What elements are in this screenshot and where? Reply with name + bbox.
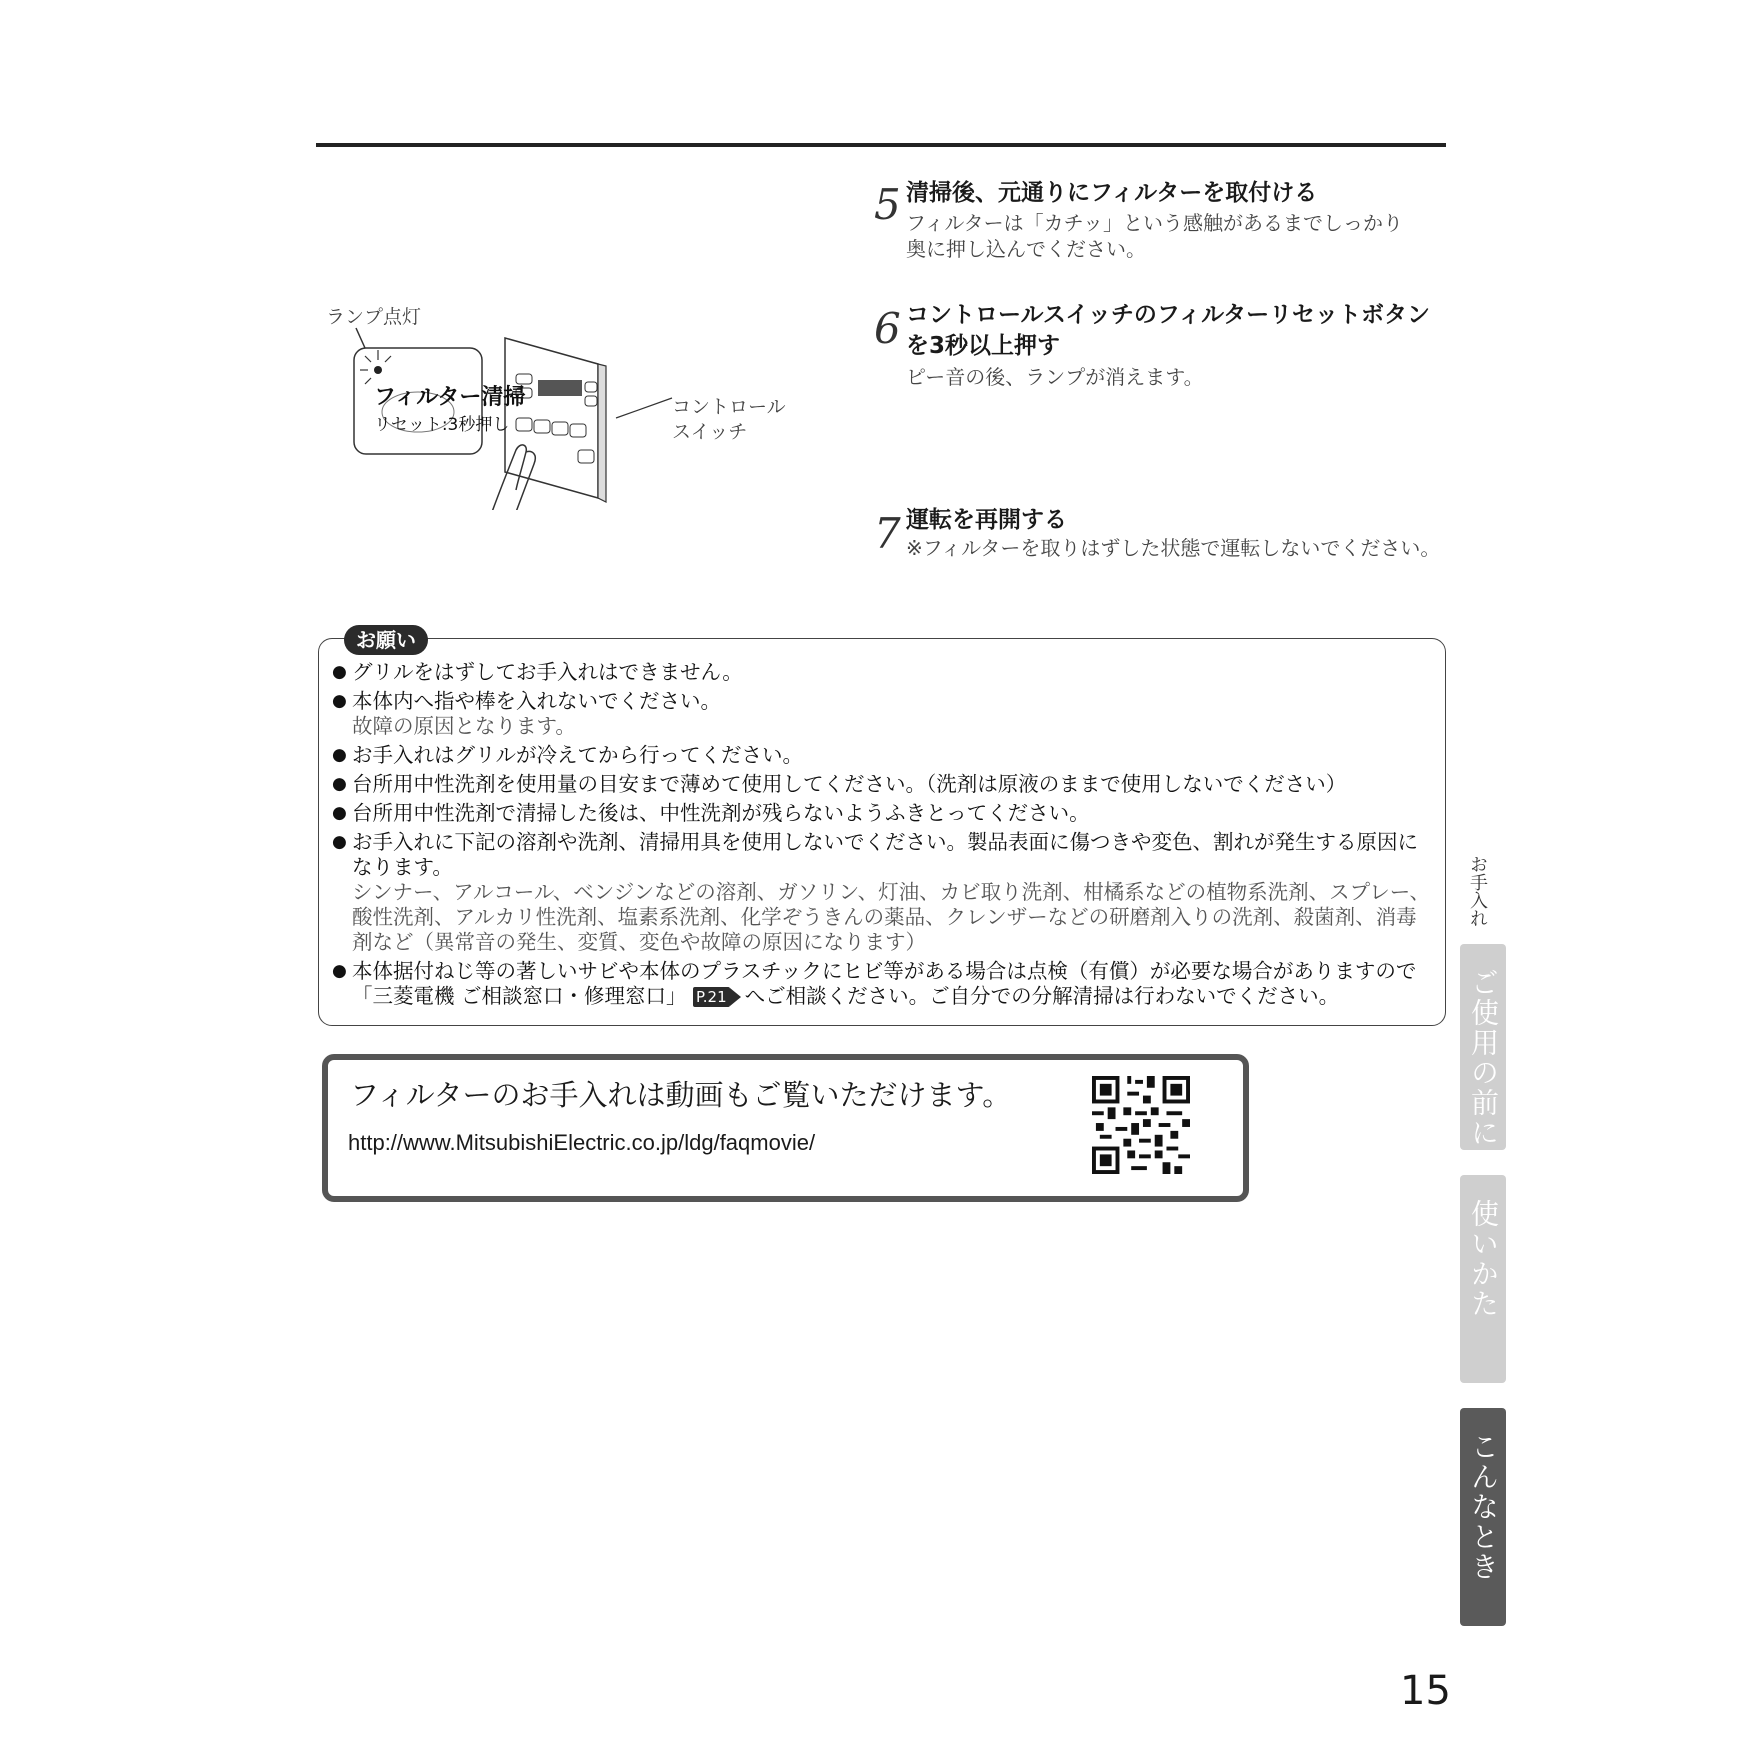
panel-label-filter: フィルター清掃 [374, 385, 526, 410]
switch-label: スイッチ [672, 421, 748, 443]
panel-label-reset: リセット:3秒押し [374, 415, 510, 435]
step-body-line: ※フィルターを取りはずした状態で運転しないでください。 [906, 536, 1441, 560]
notice-item [332, 801, 1432, 826]
notice-text: 台所用中性洗剤で清掃した後は、中性洗剤が残らないようふきとってください。 [352, 801, 1090, 825]
qr-code-icon[interactable] [1092, 1076, 1190, 1174]
video-url-link[interactable]: http://www.MitsubishiElectric.co.jp/ldg/faqmovie/ [348, 1130, 816, 1155]
notice-text: へご相談ください。ご自分での分解清掃は行わないでください。 [744, 984, 1340, 1008]
step-5 [874, 178, 1454, 261]
step-body-line: ピー音の後、ランプが消えます。 [906, 365, 1204, 389]
notice-item [332, 660, 1432, 685]
step-title: 清掃後、元通りにフィルターを取付ける [906, 180, 1318, 206]
step-7 [874, 505, 1454, 565]
notice-text: 本体内へ指や棒を入れないでください。 [352, 689, 721, 713]
notice-item [332, 689, 1432, 739]
notice-tag: お願い [344, 625, 428, 655]
control-switch-illustration [320, 300, 800, 510]
side-tab-troubleshooting[interactable]: こんなとき [1460, 1408, 1506, 1626]
side-tab-how-to-use[interactable]: 使いかた [1460, 1175, 1506, 1383]
step-body-line: フィルターは「カチッ」という感触があるまでしっかり [906, 211, 1403, 235]
notice-text: 本体据付ねじ等の著しいサビや本体のプラスチックにヒビ等がある場合は点検（有償）が必要な場合がありますので「三菱電機 ご相談窓口・修理窓口」 [352, 959, 1417, 1008]
notice-text: グリルをはずしてお手入れはできません。 [352, 660, 743, 684]
step-body-line: 奥に押し込んでください。 [906, 237, 1146, 261]
step-number: 6 [874, 304, 901, 353]
top-rule [316, 143, 1446, 147]
lamp-label: ランプ点灯 [326, 306, 422, 328]
step-title: コントロールスイッチのフィルターリセットボタン [906, 302, 1430, 328]
step-title: を3秒以上押す [906, 333, 1061, 359]
switch-label: コントロール [672, 396, 786, 418]
notice-text: 台所用中性洗剤を使用量の目安まで薄めて使用してください。（洗剤は原液のままで使用しないでください） [352, 772, 1347, 796]
page-number: 15 [1400, 1668, 1451, 1714]
notice-item [332, 959, 1432, 1009]
page-reference-badge[interactable]: P.21 [693, 987, 730, 1007]
notice-subtext: 故障の原因となります。 [352, 714, 576, 738]
notice-text: お手入れに下記の溶剤や洗剤、清掃用具を使用しないでください。製品表面に傷つきや変色、割れが発生する原因になります。 [352, 830, 1418, 879]
step-title: 運転を再開する [906, 507, 1067, 533]
step-number: 5 [874, 180, 901, 229]
step-6 [874, 300, 1454, 390]
notice-item [332, 772, 1432, 797]
step-number: 7 [874, 509, 901, 558]
side-index-current: お手入れ [1467, 855, 1488, 927]
notice-subtext: シンナー、アルコール、ベンジンなどの溶剤、ガソリン、灯油、カビ取り洗剤、柑橘系などの植物系洗剤、スプレー、酸性洗剤、アルカリ性洗剤、塩素系洗剤、化学ぞうきんの薬品、クレンザーなどの研磨剤入りの洗剤、殺菌剤、消毒剤など（異常音の発生、変質、変色や故障の原因になります） [352, 880, 1430, 954]
page-reference-arrow-icon [730, 988, 741, 1006]
notice-text: お手入れはグリルが冷えてから行ってください。 [352, 743, 803, 767]
notice-item [332, 830, 1432, 955]
notice-list [332, 660, 1432, 1013]
notice-item [332, 743, 1432, 768]
video-title: フィルターのお手入れは動画もご覧いただけます。 [350, 1078, 1012, 1112]
side-tab-before-use[interactable]: ご使用の前に [1460, 944, 1506, 1150]
